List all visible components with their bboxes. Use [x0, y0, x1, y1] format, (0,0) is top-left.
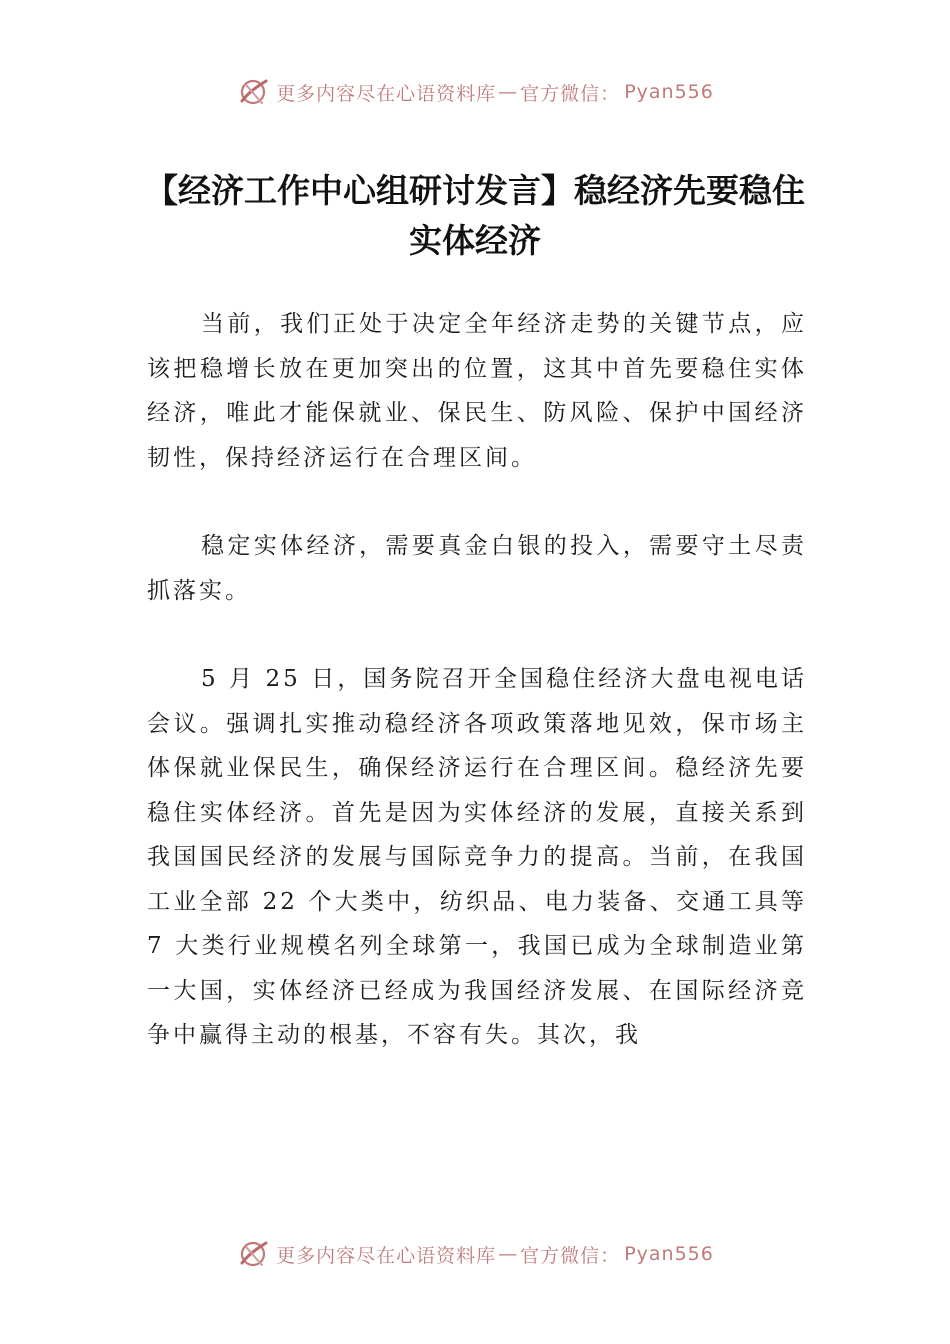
- paragraph-2: 稳定实体经济，需要真金白银的投入，需要守土尽责抓落实。: [147, 533, 807, 604]
- watermark-separator: —: [498, 81, 519, 103]
- watermark-text: 更多内容尽在心语资料库: [276, 82, 497, 105]
- header-watermark: [0, 72, 950, 112]
- watermark-separator: —: [498, 1243, 519, 1265]
- document-body: [147, 302, 807, 1102]
- paragraph-1: 当前，我们正处于决定全年经济走势的关键节点，应该把稳增长放在更加突出的位置，这其中首先要稳住实体经济，唯此才能保就业、保民生、防风险、保护中国经济韧性，保持经济运行在合理区间。: [147, 311, 807, 471]
- ribbon-logo-icon: [236, 1237, 270, 1271]
- footer-watermark: [0, 1234, 950, 1274]
- watermark-handle: Pyan556: [624, 81, 714, 103]
- watermark-handle: Pyan556: [624, 1243, 714, 1265]
- ribbon-logo-icon: [236, 75, 270, 109]
- document-title: 【经济工作中心组研讨发言】稳经济先要稳住实体经济: [145, 171, 805, 260]
- paragraph-3: 5 月 25 日，国务院召开全国稳住经济大盘电视电话会议。强调扎实推动稳经济各项政策落地见效，保市场主体保就业保民生，确保经济运行在合理区间。稳经济先要稳住实体经济。首先是因为实体经济的发展，直接关系到我国国民经济的发展与国际竞争力的提高。当前，在我国工业全部 22 个大类中，纺织品、电力装备、交通工具等 7 大类行业规模名列全球第一，我国已成为全球制造业第一大国，实体经济已经成为我国经济发展、在国际经济竞争中赢得主动的根基，不容有失。其次，我: [147, 666, 807, 1048]
- watermark-text: 更多内容尽在心语资料库: [276, 1244, 497, 1267]
- watermark-label: 官方微信：: [520, 82, 621, 105]
- watermark-label: 官方微信：: [520, 1244, 621, 1267]
